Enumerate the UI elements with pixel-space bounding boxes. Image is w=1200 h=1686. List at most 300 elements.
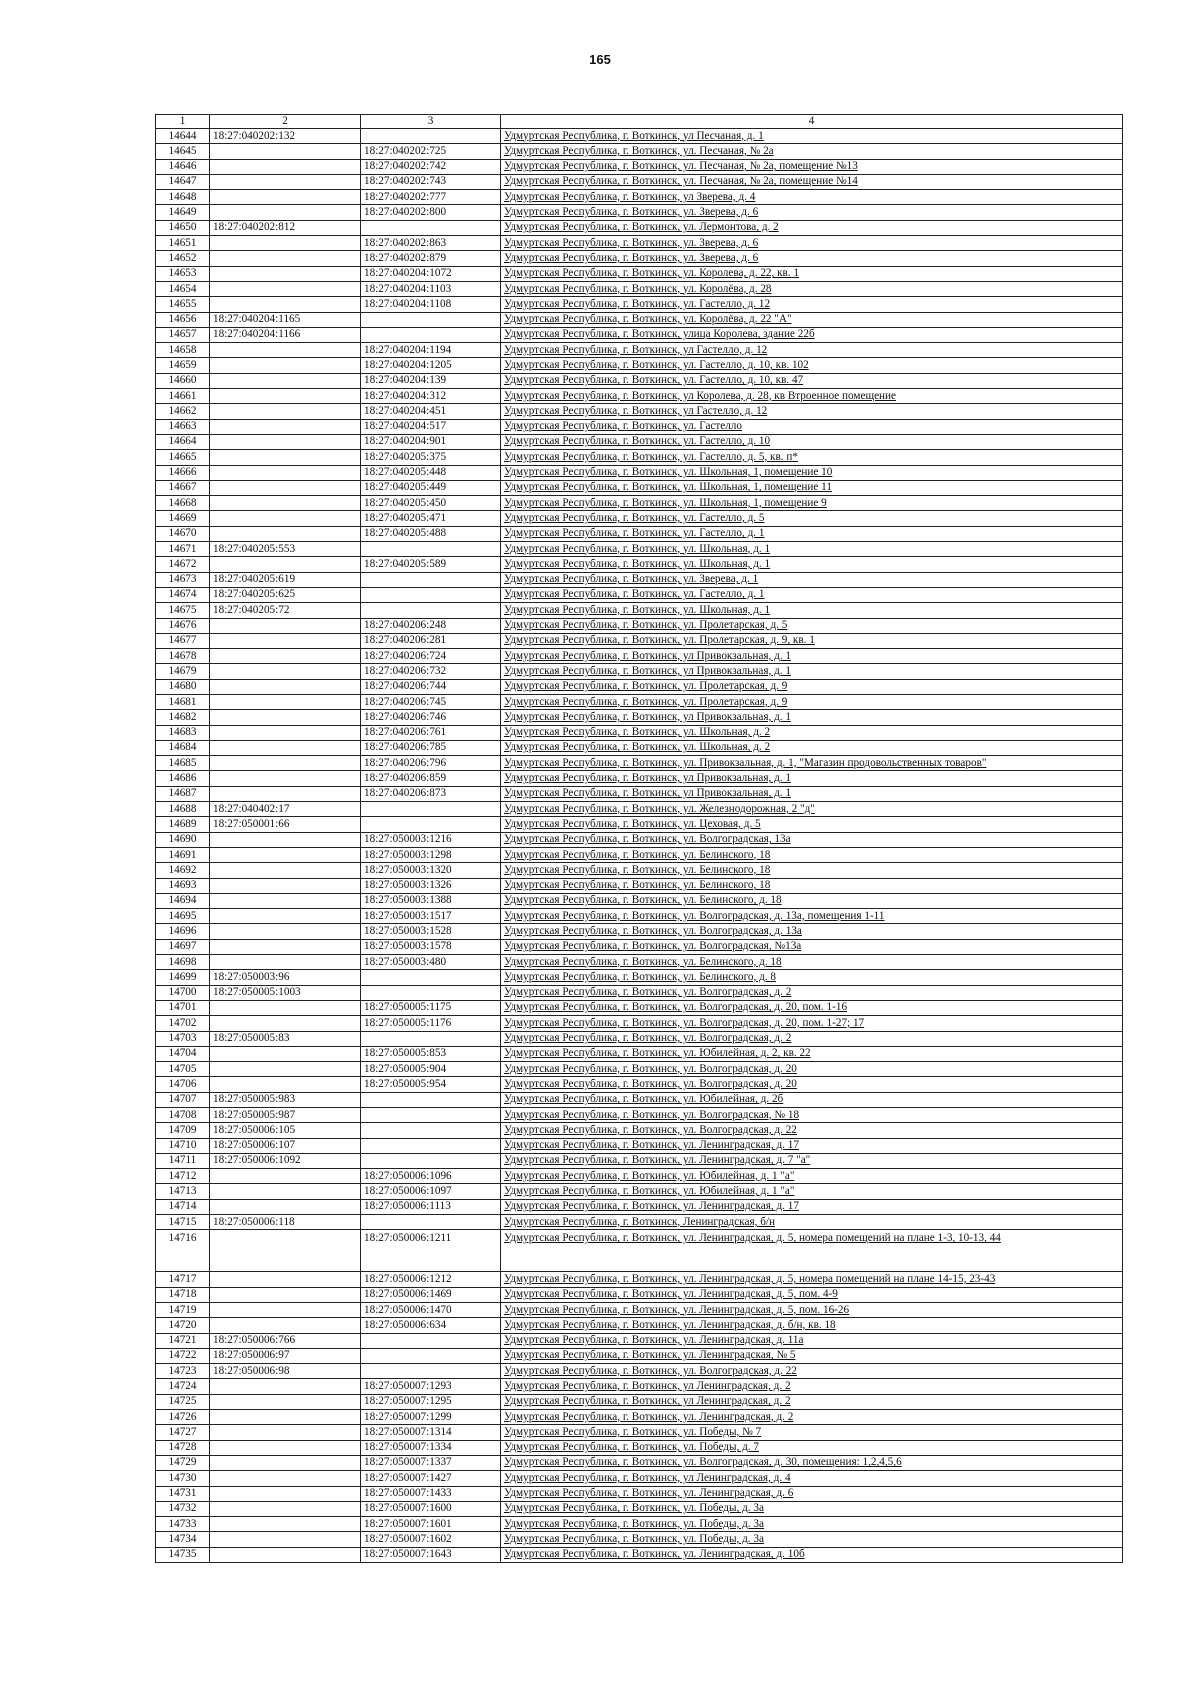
- address-cell: Удмуртская Республика, г. Воткинск, ул Гастелло, д. 12: [501, 404, 1123, 419]
- cadastral-number-cell: [210, 1547, 361, 1562]
- cadastral-number-cell-alt: 18:27:040205:589: [361, 557, 501, 572]
- table-row: [156, 1394, 1123, 1409]
- address-cell: Удмуртская Республика, г. Воткинск, ул. Гастелло, д. 10, кв. 102: [501, 358, 1123, 373]
- cadastral-number-cell-alt: 18:27:040202:725: [361, 144, 501, 159]
- cadastral-number-cell-alt: 18:27:050007:1602: [361, 1532, 501, 1547]
- table-row: [156, 1272, 1123, 1287]
- cadastral-number-cell: [210, 1169, 361, 1184]
- table-row: [156, 1364, 1123, 1379]
- cadastral-number-cell-alt: 18:27:050006:1212: [361, 1272, 501, 1287]
- cadastral-number-cell: [210, 1501, 361, 1516]
- cadastral-number-cell-alt: 18:27:050005:1175: [361, 1000, 501, 1015]
- table-row: [156, 878, 1123, 893]
- cadastral-number-cell: 18:27:050006:97: [210, 1348, 361, 1363]
- row-number-cell: 14695: [156, 909, 210, 924]
- cadastral-number-cell: [210, 1230, 361, 1272]
- table-row: [156, 373, 1123, 388]
- address-cell: Удмуртская Республика, г. Воткинск, ул. Победы, № 7: [501, 1425, 1123, 1440]
- row-number-cell: 14660: [156, 373, 210, 388]
- cadastral-number-cell: [210, 694, 361, 709]
- row-number-cell: 14652: [156, 251, 210, 266]
- cadastral-number-cell: 18:27:040204:1166: [210, 327, 361, 342]
- cadastral-number-cell-alt: 18:27:050006:1113: [361, 1199, 501, 1214]
- table-row: [156, 1333, 1123, 1348]
- address-cell: Удмуртская Республика, г. Воткинск, ул. Волгоградская, д. 2: [501, 985, 1123, 1000]
- address-cell: Удмуртская Республика, г. Воткинск, ул. Волгоградская, д. 2: [501, 1031, 1123, 1046]
- row-number-cell: 14683: [156, 725, 210, 740]
- cadastral-number-cell-alt: 18:27:050006:1097: [361, 1184, 501, 1199]
- cadastral-number-cell: [210, 159, 361, 174]
- table-row: [156, 832, 1123, 847]
- address-cell: Удмуртская Республика, г. Воткинск, ул. Гастелло, д. 10, кв. 47: [501, 373, 1123, 388]
- address-cell: Удмуртская Республика, г. Воткинск, ул. Победы, д. 3а: [501, 1532, 1123, 1547]
- table-row: [156, 694, 1123, 709]
- table-row: [156, 1302, 1123, 1317]
- address-cell: Удмуртская Республика, г. Воткинск, ул. Победы, д. 3а: [501, 1517, 1123, 1532]
- table-row: [156, 817, 1123, 832]
- cadastral-number-cell: [210, 496, 361, 511]
- row-number-cell: 14649: [156, 205, 210, 220]
- address-cell: Удмуртская Республика, г. Воткинск, ул. Ленинградская, д. 17: [501, 1199, 1123, 1214]
- cadastral-number-cell: [210, 1000, 361, 1015]
- table-row: [156, 327, 1123, 342]
- cadastral-number-cell-alt: 18:27:040205:375: [361, 450, 501, 465]
- row-number-cell: 14687: [156, 786, 210, 801]
- cadastral-number-cell: 18:27:040202:812: [210, 220, 361, 235]
- address-cell: Удмуртская Республика, г. Воткинск, ул. Песчаная, № 2а, помещение №13: [501, 159, 1123, 174]
- row-number-cell: 14668: [156, 496, 210, 511]
- address-cell: Удмуртская Республика, г. Воткинск, ул. Ленинградская, д. б/н, кв. 18: [501, 1318, 1123, 1333]
- table-row: [156, 847, 1123, 862]
- cadastral-number-cell: [210, 893, 361, 908]
- address-cell: Удмуртская Республика, г. Воткинск, ул. Гастелло, д. 5, кв. п*: [501, 450, 1123, 465]
- address-cell: Удмуртская Республика, г. Воткинск, ул. Волгоградская, д. 30, помещения: 1,2,4,5,6: [501, 1455, 1123, 1470]
- address-cell: Удмуртская Республика, г. Воткинск, ул. Победы, д. 3а: [501, 1501, 1123, 1516]
- cadastral-number-cell-alt: [361, 1364, 501, 1379]
- table-row: [156, 1348, 1123, 1363]
- address-cell: Удмуртская Республика, г. Воткинск, ул. Ленинградская, д. 5, номера помещений на плане 1-3, 10-13, 44: [501, 1230, 1123, 1272]
- address-cell: Удмуртская Республика, г. Воткинск, ул. Школьная, д. 2: [501, 725, 1123, 740]
- address-cell: Удмуртская Республика, г. Воткинск, ул Зверева, д. 4: [501, 190, 1123, 205]
- row-number-cell: 14732: [156, 1501, 210, 1516]
- row-number-cell: 14679: [156, 664, 210, 679]
- address-cell: Удмуртская Республика, г. Воткинск, ул. Белинского, 18: [501, 847, 1123, 862]
- cadastral-number-cell-alt: [361, 1215, 501, 1230]
- table-row: [156, 419, 1123, 434]
- table-row: [156, 649, 1123, 664]
- cadastral-number-cell: 18:27:040204:1165: [210, 312, 361, 327]
- row-number-cell: 14727: [156, 1425, 210, 1440]
- row-number-cell: 14648: [156, 190, 210, 205]
- cadastral-number-cell-alt: 18:27:040206:761: [361, 725, 501, 740]
- row-number-cell: 14717: [156, 1272, 210, 1287]
- address-cell: Удмуртская Республика, г. Воткинск, ул Ленинградская, д. 4: [501, 1471, 1123, 1486]
- cadastral-number-cell-alt: [361, 603, 501, 618]
- row-number-cell: 14686: [156, 771, 210, 786]
- address-cell: Удмуртская Республика, г. Воткинск, ул. Ленинградская, д. 5, номера помещений на плане 14-15, 23-43: [501, 1272, 1123, 1287]
- cadastral-number-cell: [210, 465, 361, 480]
- table-row: [156, 129, 1123, 144]
- address-cell: Удмуртская Республика, г. Воткинск, ул. Королева, д. 22, кв. 1: [501, 266, 1123, 281]
- row-number-cell: 14691: [156, 847, 210, 862]
- row-number-cell: 14645: [156, 144, 210, 159]
- row-number-cell: 14690: [156, 832, 210, 847]
- row-number-cell: 14661: [156, 389, 210, 404]
- cadastral-number-cell-alt: 18:27:050003:1298: [361, 847, 501, 862]
- address-cell: Удмуртская Республика, г. Воткинск, ул. Юбилейная, д. 2, кв. 22: [501, 1046, 1123, 1061]
- cadastral-number-cell: [210, 389, 361, 404]
- table-row: [156, 618, 1123, 633]
- cadastral-number-cell-alt: 18:27:040205:488: [361, 526, 501, 541]
- cadastral-number-cell: [210, 771, 361, 786]
- row-number-cell: 14713: [156, 1184, 210, 1199]
- table-row: [156, 434, 1123, 449]
- row-number-cell: 14656: [156, 312, 210, 327]
- table-row: [156, 863, 1123, 878]
- address-cell: Удмуртская Республика, г. Воткинск, ул Ленинградская, д. 2: [501, 1394, 1123, 1409]
- cadastral-number-cell: [210, 1199, 361, 1214]
- address-cell: Удмуртская Республика, г. Воткинск, ул. Ленинградская, д. 11а: [501, 1333, 1123, 1348]
- address-cell: Удмуртская Республика, г. Воткинск, ул. Ленинградская, д. 17: [501, 1138, 1123, 1153]
- cadastral-number-cell: [210, 1016, 361, 1031]
- cadastral-number-cell: [210, 679, 361, 694]
- cadastral-number-cell-alt: 18:27:040206:281: [361, 633, 501, 648]
- cadastral-number-cell: 18:27:040205:553: [210, 542, 361, 557]
- cadastral-number-cell-alt: 18:27:050006:1469: [361, 1287, 501, 1302]
- address-cell: Удмуртская Республика, г. Воткинск, ул Привокзальная, д. 1: [501, 664, 1123, 679]
- table-row: [156, 572, 1123, 587]
- cadastral-number-cell-alt: 18:27:040206:744: [361, 679, 501, 694]
- table-row: [156, 1532, 1123, 1547]
- address-cell: Удмуртская Республика, г. Воткинск, ул Королева, д. 28, кв Втроенное помещение: [501, 389, 1123, 404]
- cadastral-number-cell: [210, 1532, 361, 1547]
- cadastral-number-cell-alt: 18:27:040202:800: [361, 205, 501, 220]
- row-number-cell: 14733: [156, 1517, 210, 1532]
- address-cell: Удмуртская Республика, г. Воткинск, ул. Ленинградская, д. 5, пом. 4-9: [501, 1287, 1123, 1302]
- address-cell: Удмуртская Республика, г. Воткинск, ул. Школьная, д. 2: [501, 740, 1123, 755]
- cadastral-number-cell-alt: 18:27:040204:517: [361, 419, 501, 434]
- table-row: [156, 1230, 1123, 1272]
- cadastral-number-cell-alt: [361, 1031, 501, 1046]
- cadastral-number-cell: [210, 909, 361, 924]
- address-cell: Удмуртская Республика, г. Воткинск, ул. Пролетарская, д. 9, кв. 1: [501, 633, 1123, 648]
- cadastral-number-cell: 18:27:040205:625: [210, 587, 361, 602]
- address-cell: Удмуртская Республика, г. Воткинск, ул. Волгоградская, д. 20: [501, 1077, 1123, 1092]
- address-cell: Удмуртская Республика, г. Воткинск, ул. Железнодорожная, 2 "д": [501, 802, 1123, 817]
- row-number-cell: 14681: [156, 694, 210, 709]
- cadastral-number-cell: 18:27:050005:987: [210, 1108, 361, 1123]
- cadastral-number-cell-alt: 18:27:040204:901: [361, 434, 501, 449]
- table-row: [156, 955, 1123, 970]
- table-row: [156, 664, 1123, 679]
- row-number-cell: 14703: [156, 1031, 210, 1046]
- cadastral-number-cell-alt: [361, 1108, 501, 1123]
- address-cell: Удмуртская Республика, г. Воткинск, ул. Волгоградская, 13а: [501, 832, 1123, 847]
- cadastral-number-cell: [210, 1287, 361, 1302]
- address-cell: Удмуртская Республика, г. Воткинск, ул Песчаная, д. 1: [501, 129, 1123, 144]
- row-number-cell: 14647: [156, 174, 210, 189]
- address-cell: Удмуртская Республика, г. Воткинск, ул. Волгоградская, № 18: [501, 1108, 1123, 1123]
- table-row: [156, 1287, 1123, 1302]
- address-cell: Удмуртская Республика, г. Воткинск, ул Привокзальная, д. 1: [501, 710, 1123, 725]
- row-number-cell: 14684: [156, 740, 210, 755]
- row-number-cell: 14712: [156, 1169, 210, 1184]
- row-number-cell: 14646: [156, 159, 210, 174]
- cadastral-number-cell-alt: [361, 587, 501, 602]
- address-cell: Удмуртская Республика, г. Воткинск, ул. Белинского, д. 18: [501, 893, 1123, 908]
- cadastral-number-cell-alt: [361, 1153, 501, 1168]
- row-number-cell: 14689: [156, 817, 210, 832]
- address-cell: Удмуртская Республика, г. Воткинск, ул. Гастелло, д. 10: [501, 434, 1123, 449]
- column-header-1: 1: [156, 115, 210, 129]
- table-row: [156, 909, 1123, 924]
- cadastral-number-cell-alt: 18:27:050006:1211: [361, 1230, 501, 1272]
- row-number-cell: 14676: [156, 618, 210, 633]
- table-row: [156, 603, 1123, 618]
- row-number-cell: 14693: [156, 878, 210, 893]
- cadastral-number-cell-alt: 18:27:040205:449: [361, 480, 501, 495]
- row-number-cell: 14696: [156, 924, 210, 939]
- row-number-cell: 14651: [156, 236, 210, 251]
- cadastral-number-cell-alt: 18:27:050003:1388: [361, 893, 501, 908]
- address-cell: Удмуртская Республика, г. Воткинск, ул. Школьная, д. 1: [501, 603, 1123, 618]
- row-number-cell: 14697: [156, 939, 210, 954]
- cadastral-number-cell-alt: [361, 542, 501, 557]
- cadastral-number-cell: [210, 1410, 361, 1425]
- cadastral-number-cell: [210, 1046, 361, 1061]
- address-cell: Удмуртская Республика, г. Воткинск, улица Королева, здание 22б: [501, 327, 1123, 342]
- address-cell: Удмуртская Республика, г. Воткинск, ул. Пролетарская, д. 9: [501, 694, 1123, 709]
- cadastral-number-cell: 18:27:040205:72: [210, 603, 361, 618]
- cadastral-number-cell: 18:27:050006:1092: [210, 1153, 361, 1168]
- table-row: [156, 281, 1123, 296]
- cadastral-number-cell: [210, 1440, 361, 1455]
- table-row: [156, 236, 1123, 251]
- cadastral-number-cell-alt: 18:27:050006:1470: [361, 1302, 501, 1317]
- cadastral-number-cell-alt: 18:27:050007:1643: [361, 1547, 501, 1562]
- cadastral-number-cell: [210, 373, 361, 388]
- cadastral-number-cell: [210, 511, 361, 526]
- address-cell: Удмуртская Республика, г. Воткинск, ул. Королёва, д. 28: [501, 281, 1123, 296]
- cadastral-number-cell-alt: 18:27:040202:743: [361, 174, 501, 189]
- table-row: [156, 725, 1123, 740]
- cadastral-number-cell-alt: 18:27:040202:863: [361, 236, 501, 251]
- column-header-2: 2: [210, 115, 361, 129]
- address-cell: Удмуртская Республика, г. Воткинск, ул. Королёва, д. 22 "А": [501, 312, 1123, 327]
- row-number-cell: 14722: [156, 1348, 210, 1363]
- row-number-cell: 14734: [156, 1532, 210, 1547]
- cadastral-number-cell-alt: 18:27:050005:904: [361, 1062, 501, 1077]
- row-number-cell: 14701: [156, 1000, 210, 1015]
- row-number-cell: 14715: [156, 1215, 210, 1230]
- cadastral-number-cell-alt: [361, 970, 501, 985]
- table-row: [156, 358, 1123, 373]
- table-row: [156, 1092, 1123, 1107]
- column-header-3: 3: [361, 115, 501, 129]
- cadastral-number-cell: [210, 1184, 361, 1199]
- cadastral-number-cell-alt: 18:27:040205:471: [361, 511, 501, 526]
- cadastral-number-cell: 18:27:050003:96: [210, 970, 361, 985]
- cadastral-number-cell: [210, 740, 361, 755]
- table-row: [156, 985, 1123, 1000]
- address-cell: Удмуртская Республика, г. Воткинск, ул. Волгоградская, д. 22: [501, 1123, 1123, 1138]
- cadastral-number-cell-alt: 18:27:040205:450: [361, 496, 501, 511]
- cadastral-number-cell: 18:27:050006:766: [210, 1333, 361, 1348]
- cadastral-number-cell-alt: 18:27:050006:634: [361, 1318, 501, 1333]
- row-number-cell: 14724: [156, 1379, 210, 1394]
- address-cell: Удмуртская Республика, г. Воткинск, ул. Песчаная, № 2а: [501, 144, 1123, 159]
- cadastral-number-cell: 18:27:050005:1003: [210, 985, 361, 1000]
- cadastral-number-cell: [210, 266, 361, 281]
- row-number-cell: 14731: [156, 1486, 210, 1501]
- address-cell: Удмуртская Республика, г. Воткинск, ул. Песчаная, № 2а, помещение №14: [501, 174, 1123, 189]
- table-row: [156, 557, 1123, 572]
- table-row: [156, 679, 1123, 694]
- address-cell: Удмуртская Республика, г. Воткинск, ул. Школьная, д. 1: [501, 557, 1123, 572]
- table-row: [156, 939, 1123, 954]
- cadastral-number-cell-alt: 18:27:050007:1433: [361, 1486, 501, 1501]
- table-row: [156, 1440, 1123, 1455]
- table-row: [156, 312, 1123, 327]
- table-row: [156, 1199, 1123, 1214]
- table-row: [156, 144, 1123, 159]
- cadastral-number-cell: [210, 526, 361, 541]
- cadastral-number-cell: [210, 1318, 361, 1333]
- cadastral-number-cell-alt: 18:27:040204:1205: [361, 358, 501, 373]
- cadastral-number-cell-alt: 18:27:050007:1427: [361, 1471, 501, 1486]
- row-number-cell: 14653: [156, 266, 210, 281]
- table-row: [156, 1215, 1123, 1230]
- cadastral-number-cell: [210, 236, 361, 251]
- address-cell: Удмуртская Республика, г. Воткинск, ул. Пролетарская, д. 9: [501, 679, 1123, 694]
- cadastral-number-cell: [210, 1272, 361, 1287]
- cadastral-number-cell: [210, 786, 361, 801]
- row-number-cell: 14659: [156, 358, 210, 373]
- address-cell: Удмуртская Республика, г. Воткинск, ул Привокзальная, д. 1: [501, 771, 1123, 786]
- table-row: [156, 1000, 1123, 1015]
- cadastral-number-cell: [210, 1394, 361, 1409]
- address-cell: Удмуртская Республика, г. Воткинск, ул. Лермонтова, д. 2: [501, 220, 1123, 235]
- row-number-cell: 14666: [156, 465, 210, 480]
- table-row: [156, 1379, 1123, 1394]
- column-header-4: 4: [501, 115, 1123, 129]
- cadastral-number-cell-alt: 18:27:050007:1293: [361, 1379, 501, 1394]
- row-number-cell: 14723: [156, 1364, 210, 1379]
- cadastral-number-cell: [210, 281, 361, 296]
- address-cell: Удмуртская Республика, г. Воткинск, ул. Ленинградская, № 5: [501, 1348, 1123, 1363]
- cadastral-number-cell: [210, 144, 361, 159]
- table-row: [156, 220, 1123, 235]
- address-cell: Удмуртская Республика, г. Воткинск, ул. Волгоградская, д. 20, пом. 1-27; 17: [501, 1016, 1123, 1031]
- row-number-cell: 14685: [156, 756, 210, 771]
- table-row: [156, 1077, 1123, 1092]
- cadastral-number-cell-alt: [361, 572, 501, 587]
- row-number-cell: 14716: [156, 1230, 210, 1272]
- table-row: [156, 740, 1123, 755]
- table-row: [156, 343, 1123, 358]
- row-number-cell: 14673: [156, 572, 210, 587]
- table-row: [156, 404, 1123, 419]
- cadastral-number-cell-alt: 18:27:050003:480: [361, 955, 501, 970]
- address-cell: Удмуртская Республика, г. Воткинск, ул. Школьная, 1, помещение 9: [501, 496, 1123, 511]
- table-row: [156, 266, 1123, 281]
- cadastral-number-cell-alt: 18:27:050005:1176: [361, 1016, 501, 1031]
- cadastral-number-cell-alt: 18:27:040206:745: [361, 694, 501, 709]
- cadastral-number-cell-alt: 18:27:050003:1320: [361, 863, 501, 878]
- row-number-cell: 14672: [156, 557, 210, 572]
- cadastral-number-cell-alt: 18:27:050003:1216: [361, 832, 501, 847]
- cadastral-number-cell-alt: 18:27:040204:1194: [361, 343, 501, 358]
- cadastral-number-cell-alt: 18:27:040204:451: [361, 404, 501, 419]
- table-row: [156, 1471, 1123, 1486]
- row-number-cell: 14699: [156, 970, 210, 985]
- row-number-cell: 14702: [156, 1016, 210, 1031]
- cadastral-number-cell-alt: [361, 1348, 501, 1363]
- row-number-cell: 14704: [156, 1046, 210, 1061]
- row-number-cell: 14708: [156, 1108, 210, 1123]
- table-row: [156, 159, 1123, 174]
- cadastral-number-cell-alt: 18:27:040202:777: [361, 190, 501, 205]
- address-cell: Удмуртская Республика, г. Воткинск, ул. Волгоградская, д. 20, пом. 1-16: [501, 1000, 1123, 1015]
- cadastral-number-cell: [210, 832, 361, 847]
- cadastral-number-cell: 18:27:040205:619: [210, 572, 361, 587]
- cadastral-number-cell-alt: [361, 312, 501, 327]
- table-row: [156, 1410, 1123, 1425]
- address-cell: Удмуртская Республика, г. Воткинск, ул. Привокзальная, д. 1, "Магазин продовольственных товаров": [501, 756, 1123, 771]
- table-row: [156, 465, 1123, 480]
- address-cell: Удмуртская Республика, г. Воткинск, ул. Белинского, д. 8: [501, 970, 1123, 985]
- cadastral-number-cell-alt: [361, 220, 501, 235]
- table-row: [156, 1184, 1123, 1199]
- cadastral-number-cell-alt: 18:27:050003:1326: [361, 878, 501, 893]
- address-cell: Удмуртская Республика, г. Воткинск, ул Гастелло, д. 12: [501, 343, 1123, 358]
- table-row: [156, 1031, 1123, 1046]
- cadastral-number-cell-alt: 18:27:050005:954: [361, 1077, 501, 1092]
- address-cell: Удмуртская Республика, г. Воткинск, ул. Ленинградская, д. 10б: [501, 1547, 1123, 1562]
- row-number-cell: 14644: [156, 129, 210, 144]
- cadastral-number-cell: [210, 725, 361, 740]
- row-number-cell: 14669: [156, 511, 210, 526]
- table-row: [156, 251, 1123, 266]
- table-row: [156, 205, 1123, 220]
- cadastral-number-cell-alt: 18:27:050007:1601: [361, 1517, 501, 1532]
- row-number-cell: 14729: [156, 1455, 210, 1470]
- address-cell: Удмуртская Республика, г. Воткинск, ул. Белинского, 18: [501, 878, 1123, 893]
- cadastral-number-cell: 18:27:050006:118: [210, 1215, 361, 1230]
- address-cell: Удмуртская Республика, г. Воткинск, Ленинградская, б/н: [501, 1215, 1123, 1230]
- cadastral-number-cell: [210, 863, 361, 878]
- cadastral-number-cell: [210, 955, 361, 970]
- cadastral-number-cell: [210, 297, 361, 312]
- cadastral-number-cell: [210, 358, 361, 373]
- cadastral-number-cell: [210, 878, 361, 893]
- cadastral-number-cell: [210, 847, 361, 862]
- table-row: [156, 1169, 1123, 1184]
- cadastral-number-cell: [210, 924, 361, 939]
- address-cell: Удмуртская Республика, г. Воткинск, ул. Зверева, д. 1: [501, 572, 1123, 587]
- cadastral-number-cell: [210, 1471, 361, 1486]
- address-cell: Удмуртская Республика, г. Воткинск, ул. Юбилейная, д. 1 "а": [501, 1169, 1123, 1184]
- table-row: [156, 756, 1123, 771]
- address-cell: Удмуртская Республика, г. Воткинск, ул. Зверева, д. 6: [501, 205, 1123, 220]
- address-cell: Удмуртская Республика, г. Воткинск, ул. Цеховая, д. 5: [501, 817, 1123, 832]
- cadastral-number-cell-alt: 18:27:050007:1600: [361, 1501, 501, 1516]
- cadastral-number-cell-alt: [361, 802, 501, 817]
- cadastral-number-cell: [210, 1077, 361, 1092]
- row-number-cell: 14677: [156, 633, 210, 648]
- address-cell: Удмуртская Республика, г. Воткинск, ул. Белинского, д. 18: [501, 955, 1123, 970]
- table-body: [156, 129, 1123, 1563]
